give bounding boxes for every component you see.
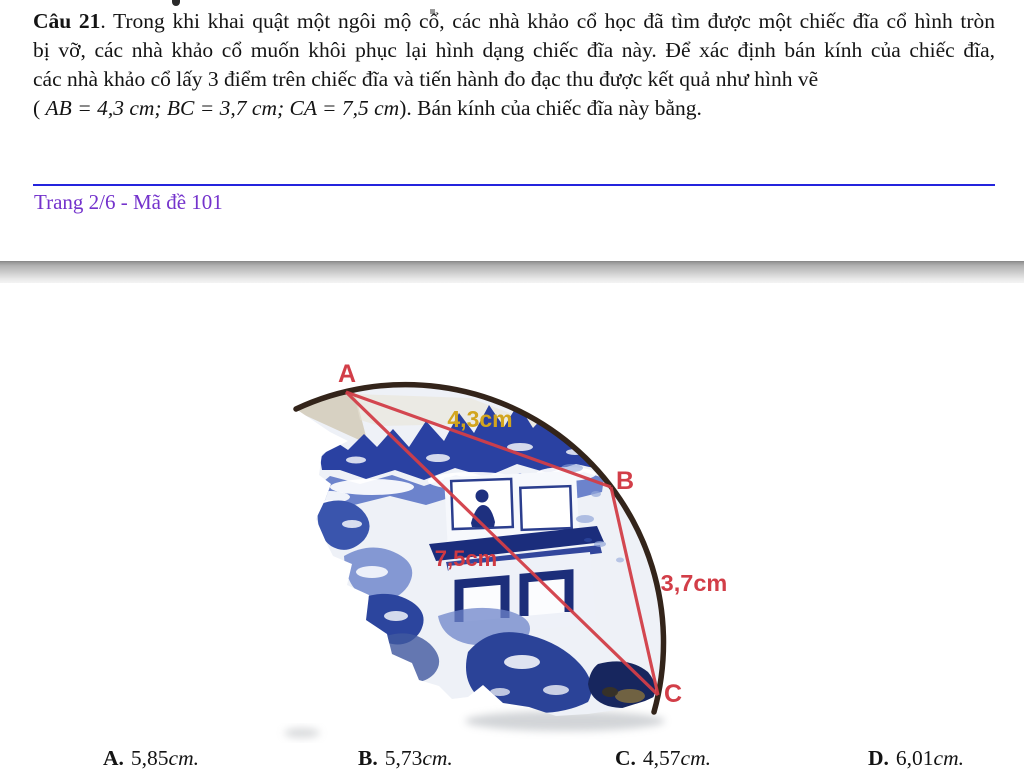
length-label-bc: 3,7cm [660,570,728,596]
answer-unit: cm. [680,746,711,770]
point-label-c: C [663,680,683,708]
answer-option-b [358,746,453,771]
length-label-ab: 4,3cm [447,406,513,432]
answer-value: 6,01 [895,746,934,770]
question-line-1 [33,7,995,36]
answer-value: 4,57 [642,746,681,770]
point-label-b: B [615,467,635,495]
answer-value: 5,73 [384,746,423,770]
answer-unit: cm. [933,746,964,770]
point-label-a: A [337,360,357,388]
answer-letter: C. [615,746,636,770]
disc-figure [270,345,750,745]
answer-letter: B. [358,746,378,770]
answer-letter: D. [868,746,889,770]
measurement-formula: AB = 4,3 cm; BC = 3,7 cm; CA = 7,5 cm [45,96,400,120]
question-number: Câu 21 [33,9,101,33]
disc-figure-svg [270,345,750,745]
fragment-shadow [284,728,320,738]
answer-option-d [868,746,964,771]
question-line-2: bị vỡ, các nhà khảo cổ muốn khôi phục lại hình dạng chiếc đĩa này. Để xác định bán kính của chiếc đĩa, [33,38,995,62]
question-block [33,7,995,123]
question-line-3: các nhà khảo cổ lấy 3 điểm trên chiếc đĩa và tiến hành đo đạc thu được kết quả như hình vẽ [33,67,819,91]
answer-unit: cm. [422,746,453,770]
answer-option-c [615,746,711,771]
answer-letter: A. [103,746,124,770]
page-separator-bar [0,261,1024,283]
question-line-4: ( AB = 4,3 cm; BC = 3,7 cm; CA = 7,5 cm). Bán kính của chiếc đĩa này bằng. [33,96,702,120]
length-label-ca: 7,5cm [434,546,498,571]
answer-unit: cm. [168,746,199,770]
page-footer-label: Trang 2/6 - Mã đề 101 [34,190,223,214]
answer-value: 5,85 [130,746,169,770]
footer-rule [33,184,995,186]
scan-speck [172,0,180,6]
question-text: . Trong khi khai quật một ngôi mộ cổ, các nhà khảo cổ học đã tìm được một chiếc đĩa cổ hình tròn [100,9,995,33]
answer-option-a [103,746,199,771]
